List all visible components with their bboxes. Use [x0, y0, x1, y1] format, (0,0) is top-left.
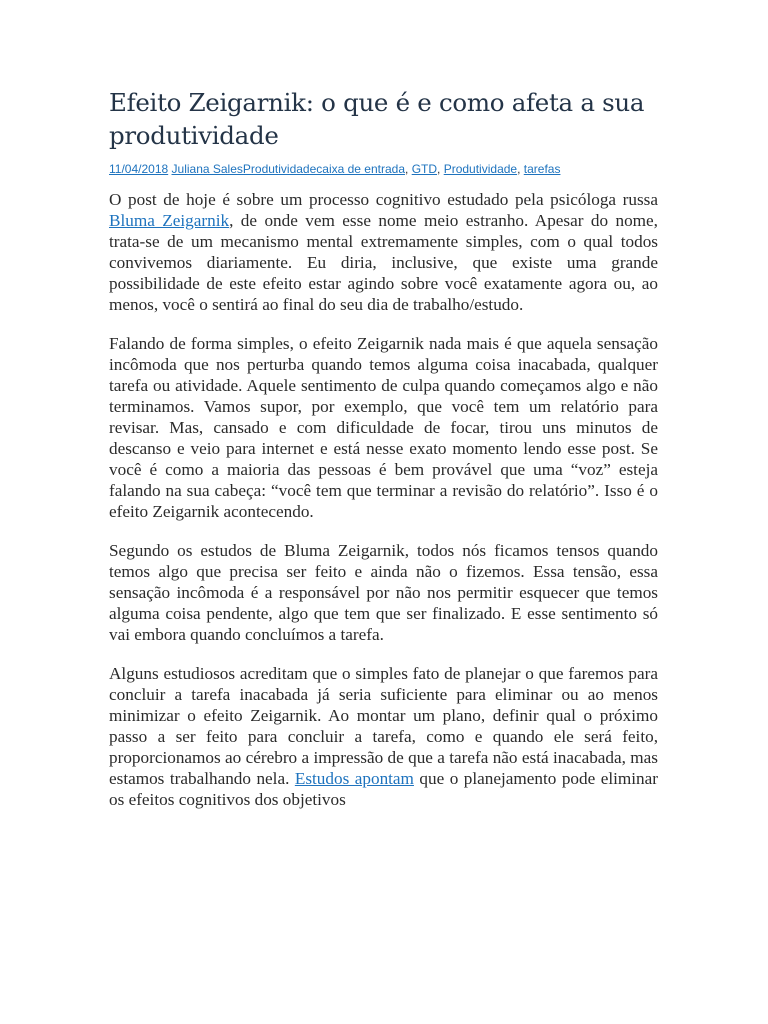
paragraph-1-text-end: , de onde vem esse nome meio estranho. Apesar do nome, trata-se de um mecanismo mental extremamente simples, com o qual todos convivemos diariamente. Eu diria, inclusive, que existe uma grande possibilidade de este efeito estar agindo sobre você exatamente agora ou, ao menos, você o sentirá ao final do seu dia de trabalho/estudo. — [109, 211, 658, 314]
bluma-zeigarnik-link[interactable]: Bluma Zeigarnik — [109, 211, 230, 230]
tag-separator: , — [517, 162, 524, 176]
paragraph-1-text-start: O post de hoje é sobre um processo cognitivo estudado pela psicóloga russa — [109, 190, 658, 209]
paragraph-1 — [109, 189, 658, 315]
estudos-apontam-link[interactable]: Estudos apontam — [294, 769, 414, 788]
article-title: Efeito Zeigarnik: o que é e como afeta a sua produtividade — [109, 88, 645, 150]
author-category-link[interactable]: Juliana SalesProdutividadecaixa de entrada — [171, 162, 406, 176]
paragraph-4 — [109, 663, 658, 810]
tag-separator: , — [405, 162, 412, 176]
tag-produtividade-link[interactable]: Produtividade — [443, 162, 518, 176]
paragraph-2: Falando de forma simples, o efeito Zeigarnik nada mais é que aquela sensação incômoda que nos perturba quando temos alguma coisa inacabada, qualquer tarefa ou atividade. Aquele sentimento de culpa quando começamos algo e não terminamos. Vamos supor, por exemplo, que você tem um relatório para revisar. Mas, cansado e com dificuldade de focar, tirou uns minutos de descanso e veio para internet e está nesse exato momento lendo esse post. Se você é como a maioria das pessoas é bem provável que uma “voz” esteja falando na sua cabeça: “você tem que terminar a revisão do relatório”. Isso é o efeito Zeigarnik acontecendo. — [109, 334, 658, 521]
date-link[interactable]: 11/04/2018 — [109, 162, 169, 176]
article-meta — [109, 161, 658, 177]
article-body — [109, 189, 658, 810]
tag-tarefas-link[interactable]: tarefas — [523, 162, 561, 176]
paragraph-4-text-end: que o planejamento pode eliminar os efeitos cognitivos dos objetivos — [109, 769, 658, 809]
tag-gtd-link[interactable]: GTD — [411, 162, 438, 176]
paragraph-4-text-start: Alguns estudiosos acreditam que o simples fato de planejar o que faremos para concluir a tarefa inacabada já seria suficiente para eliminar ou ao menos minimizar o efeito Zeigarnik. Ao montar um plano, definir qual o próximo passo a ser feito para concluir a tarefa, como e quando ele será feito, proporcionamos ao cérebro a impressão de que a tarefa não está inacabada, mas estamos trabalhando nela. — [109, 664, 658, 788]
paragraph-3: Segundo os estudos de Bluma Zeigarnik, todos nós ficamos tensos quando temos algo que precisa ser feito e ainda não o fizemos. Essa tensão, essa sensação incômoda é a responsável por não nos permitir esquecer que temos alguma coisa pendente, algo que tem que ser finalizado. E esse sentimento só vai embora quando concluímos a tarefa. — [109, 541, 658, 644]
tag-separator: , — [437, 162, 444, 176]
article — [109, 86, 658, 828]
